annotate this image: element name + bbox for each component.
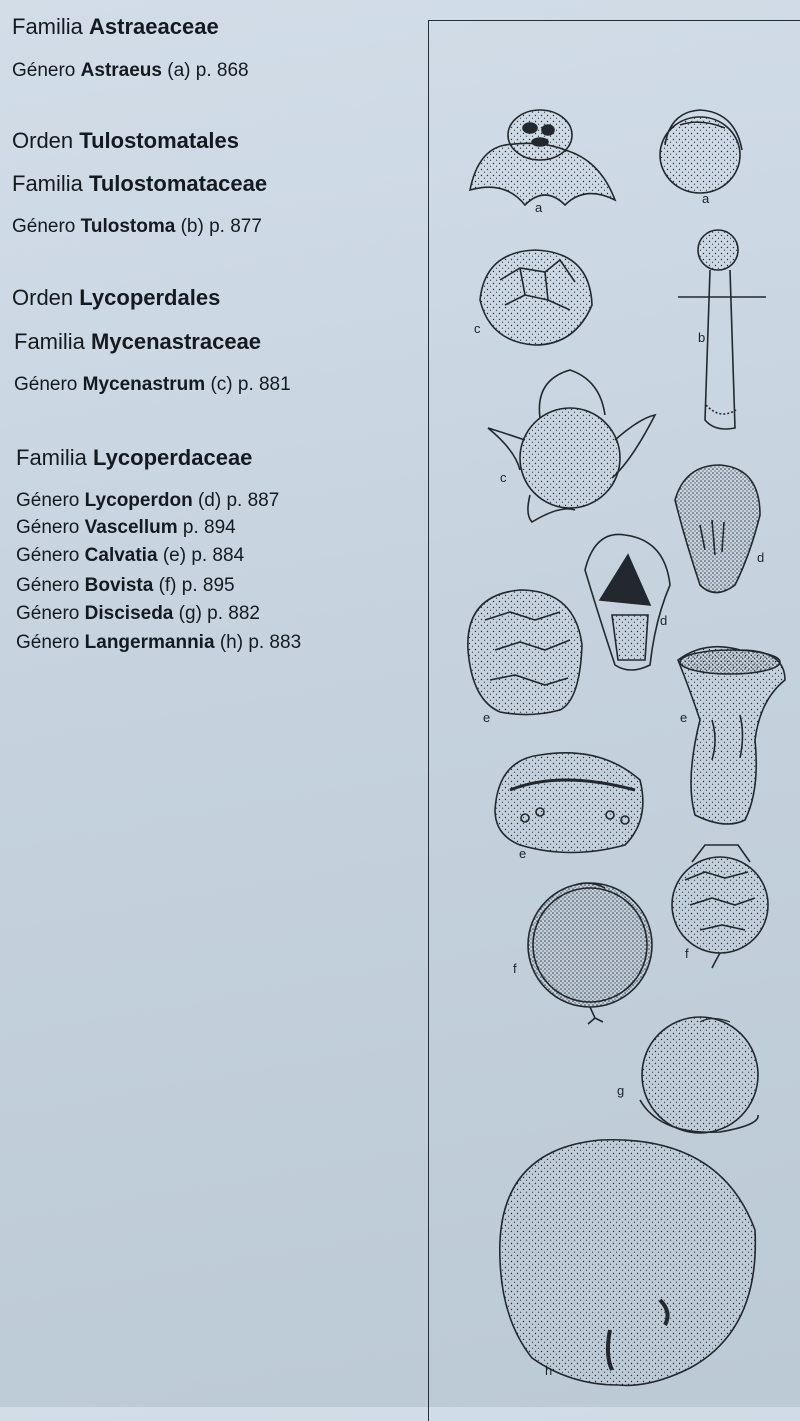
taxon-line-familia-tulostomataceae: Familia Tulostomataceae [12,171,268,196]
taxon-line-genero-disciseda: Género Disciseda (g) p. 882 [16,603,260,624]
astraeus-closed-illustration [660,110,742,193]
figure-label-c1: c [474,321,481,336]
figure-label-d1: d [757,550,765,565]
figure-label-a2: a [702,191,710,206]
langermannia-illustration [500,1140,756,1386]
mycenastrum-closed-illustration [480,250,592,345]
taxon-line-genero-lycoperdon: Género Lycoperdon (d) p. 887 [16,490,280,511]
taxon-line-genero-tulostoma: Género Tulostoma (b) p. 877 [12,216,262,237]
figure-label-b: b [698,330,706,345]
astraeus-open-illustration [470,110,615,205]
bovista-sphere-illustration [528,883,652,1024]
taxon-line-orden-tulostomatales: Orden Tulostomatales [12,128,240,153]
figure-label-h: h [545,1363,553,1378]
tulostoma-illustration [678,230,766,429]
calvatia-cup-illustration [678,647,785,824]
lycoperdon-section-illustration [585,534,670,670]
figure-label-f2: f [685,946,689,961]
mycenastrum-open-illustration [488,370,655,522]
taxon-line-familia-mycenastraceae: Familia Mycenastraceae [14,329,262,354]
taxon-line-familia-astraeaceae: Familia Astraeaceae [12,14,219,39]
fungi-illustration-plate [430,0,800,1407]
figure-label-c2: c [500,470,507,485]
figure-label-e1: e [483,710,491,725]
calvatia-closed-illustration [468,590,582,715]
taxon-line-genero-vascellum: Género Vascellum p. 894 [16,517,236,538]
taxon-line-genero-calvatia: Género Calvatia (e) p. 884 [16,545,245,566]
figure-label-g: g [617,1083,625,1098]
taxon-line-orden-lycoperdales: Orden Lycoperdales [12,285,221,310]
taxon-line-familia-lycoperdaceae: Familia Lycoperdaceae [16,445,253,470]
taxon-line-genero-langermannia: Género Langermannia (h) p. 883 [16,632,302,653]
figure-label-a1: a [535,200,543,215]
figure-label-d2: d [660,613,668,628]
taxon-line-genero-mycenastrum: Género Mycenastrum (c) p. 881 [14,374,291,395]
calvatia-opened-illustration [495,753,643,853]
figure-label-e2: e [680,710,688,725]
disciseda-illustration [640,1017,758,1133]
lycoperdon-spiny-illustration [675,465,760,593]
taxon-line-genero-astraeus: Género Astraeus (a) p. 868 [12,60,249,81]
figure-label-f1: f [513,961,517,976]
taxon-line-genero-bovista: Género Bovista (f) p. 895 [16,575,235,596]
figure-label-e3: e [519,846,527,861]
